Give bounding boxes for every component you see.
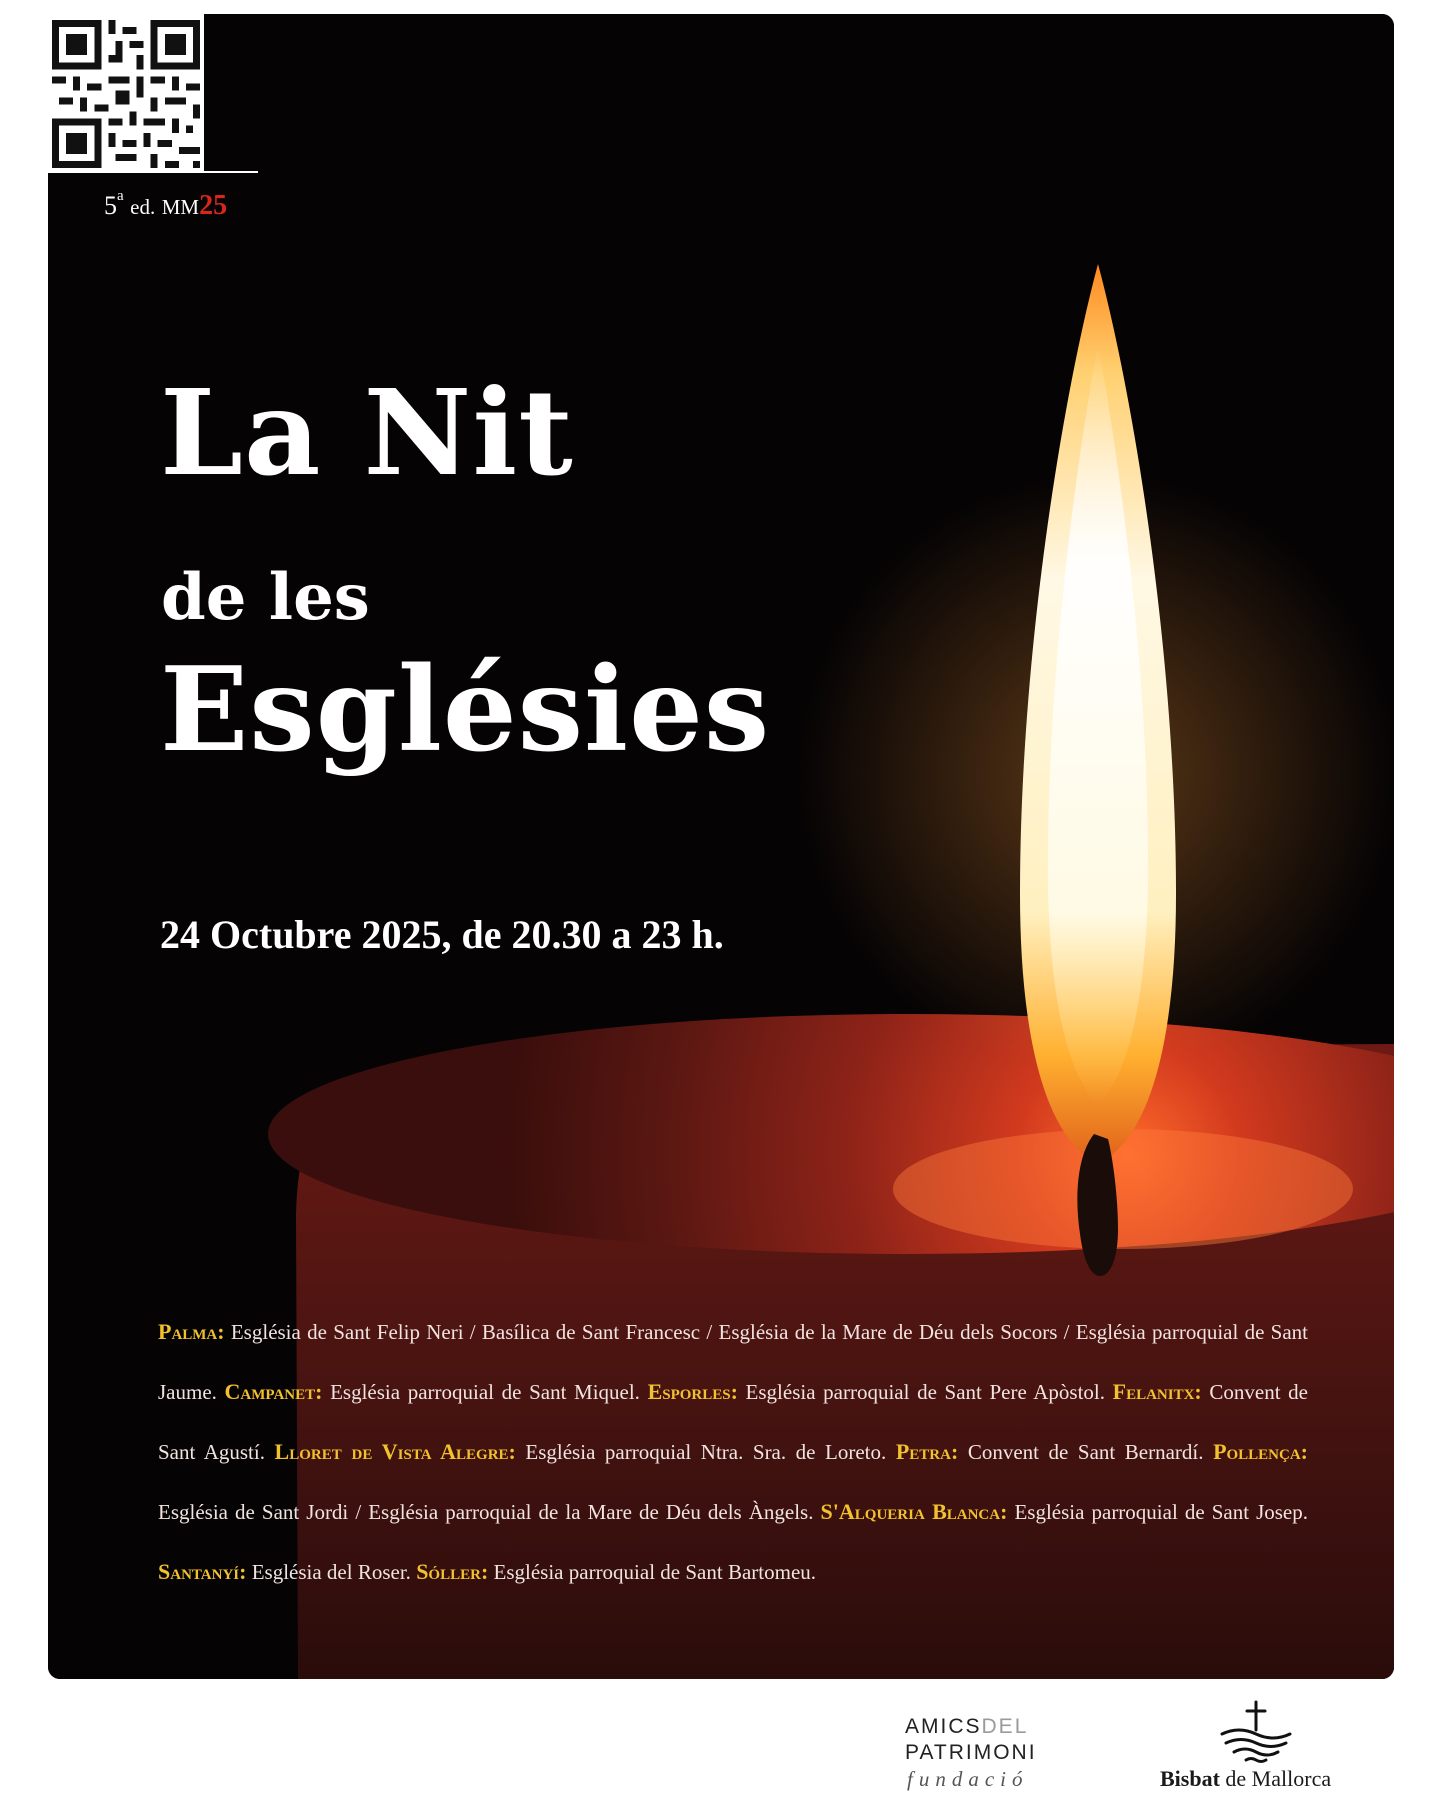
amics-line-2: PATRIMONI xyxy=(905,1741,1037,1764)
qr-code-icon xyxy=(52,20,200,168)
town-venues: Església del Roser. xyxy=(251,1560,411,1584)
town-venues: Església parroquial de Sant Miquel. xyxy=(330,1380,640,1404)
qr-code[interactable] xyxy=(48,14,204,171)
edition-number: 5 xyxy=(104,191,117,220)
bisbat-name: Bisbat de Mallorca xyxy=(1160,1766,1332,1791)
town-name: Sóller: xyxy=(416,1559,489,1584)
town-venues: Església de Sant Jordi / Església parroquial de la Mare de Déu dels Àngels. xyxy=(158,1500,814,1524)
town-name: Esporles: xyxy=(647,1379,738,1404)
town-name: Campanet: xyxy=(224,1379,323,1404)
town-venues: Convent de Sant Agustí. xyxy=(158,1380,1308,1464)
edition-ordinal: a xyxy=(117,188,124,204)
amics-del-patrimoni-logo xyxy=(905,1714,1075,1792)
bisbat-de-mallorca-logo xyxy=(1160,1700,1360,1795)
edition-ed: ed. xyxy=(130,195,156,219)
event-date: 24 Octubre 2025, de 20.30 a 23 h. xyxy=(160,912,724,957)
places-list xyxy=(158,1302,1308,1602)
town-name: Pollença: xyxy=(1213,1439,1309,1464)
edition-label xyxy=(104,188,227,222)
edition-brand: MM xyxy=(161,195,200,219)
edition-brand-highlight: 25 xyxy=(199,190,228,221)
town-name: Felanitx: xyxy=(1112,1379,1202,1404)
town-venues: Convent de Sant Bernardí. xyxy=(967,1440,1204,1464)
town-venues: Església de Sant Felip Neri / Basílica de Sant Francesc / Església de la Mare de Déu dels Socors / Església parroquial de Sant Jaume. xyxy=(158,1320,1308,1404)
amics-line-3: fundació xyxy=(907,1767,1029,1791)
title-line-2: de les xyxy=(161,560,370,635)
town-name: Petra: xyxy=(895,1439,959,1464)
cross-waves-icon xyxy=(1206,1700,1306,1764)
town-name: Lloret de Vista Alegre: xyxy=(274,1439,516,1464)
amics-line-1: AMICSDEL xyxy=(905,1715,1029,1738)
town-name: Santanyí: xyxy=(158,1559,247,1584)
town-venues: Església parroquial de Sant Bartomeu. xyxy=(493,1560,817,1584)
title-line-1: La Nit xyxy=(160,363,574,502)
town-venues: Església parroquial de Sant Pere Apòstol. xyxy=(745,1380,1106,1404)
town-venues: Església parroquial de Sant Josep. xyxy=(1014,1500,1308,1524)
title-line-3: Esglésies xyxy=(160,642,771,778)
town-venues: Església parroquial Ntra. Sra. de Loreto. xyxy=(525,1440,887,1464)
divider xyxy=(48,171,258,173)
town-name: S'Alqueria Blanca: xyxy=(820,1499,1008,1524)
town-name: Palma: xyxy=(158,1319,225,1344)
